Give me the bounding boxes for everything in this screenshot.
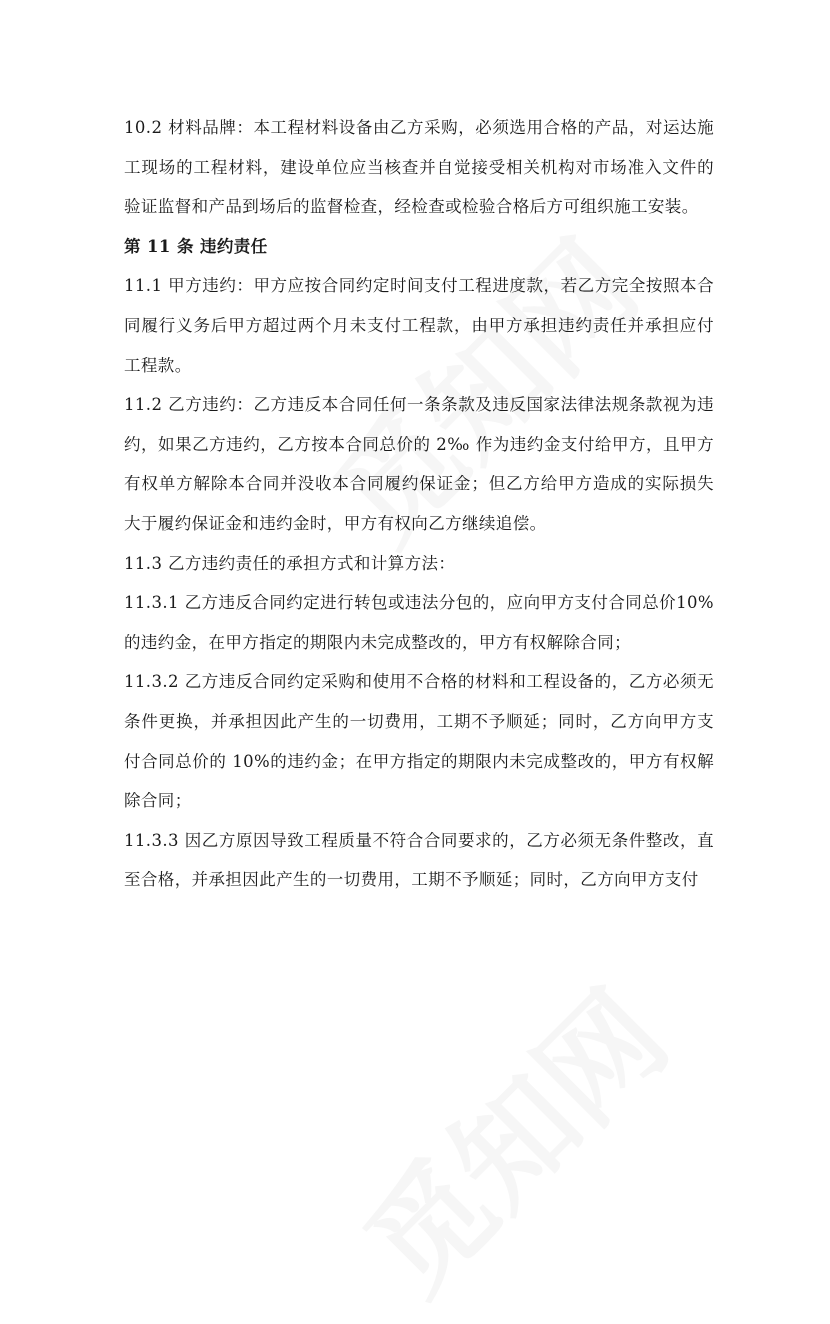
paragraph-10-2: 10.2 材料品牌：本工程材料设备由乙方采购，必须选用合格的产品，对运达施工现场的工程材料，建设单位应当核查并自觉接受相关机构对市场准入文件的验证监督和产品到场后的监督检查，经检查或检验合格后方可组织施工安装。 bbox=[124, 118, 714, 217]
paragraph-11-3-3: 11.3.3 因乙方原因导致工程质量不符合合同要求的，乙方必须无条件整改，直至合格，并承担因此产生的一切费用，工期不予顺延；同时，乙方向甲方支付 bbox=[124, 830, 714, 890]
paragraph-11-2: 11.2 乙方违约：乙方违反本合同任何一条条款及违反国家法律法规条款视为违约，如果乙方违约，乙方按本合同总价的 2‰ 作为违约金支付给甲方，且甲方有权单方解除本合同并没收本合同履约保证金；但乙方给甲方造成的实际损失大于履约保证金和违约金时，甲方有权向乙方继续追偿。 bbox=[124, 395, 714, 533]
watermark bbox=[322, 948, 698, 1324]
paragraph-11-3-2: 11.3.2 乙方违反合同约定采购和使用不合格的材料和工程设备的，乙方必须无条件更换，并承担因此产生的一切费用，工期不予顺延；同时，乙方向甲方支付合同总价的 10%的违约金；在甲方指定的期限内未完成整改的，甲方有权解除合同； bbox=[124, 672, 714, 811]
document-body bbox=[124, 108, 714, 900]
section-heading-11: 第 11 条 违约责任 bbox=[124, 236, 268, 256]
paragraph-11-1: 11.1 甲方违约：甲方应按合同约定时间支付工程进度款，若乙方完全按照本合同履行义务后甲方超过两个月未支付工程款，由甲方承担违约责任并承担应付工程款。 bbox=[124, 276, 714, 375]
paragraph-11-3-1: 11.3.1 乙方违反合同约定进行转包或违法分包的，应向甲方支付合同总价10%的违约金，在甲方指定的期限内未完成整改的，甲方有权解除合同； bbox=[124, 593, 714, 652]
paragraph-11-3: 11.3 乙方违约责任的承担方式和计算方法： bbox=[124, 553, 456, 573]
